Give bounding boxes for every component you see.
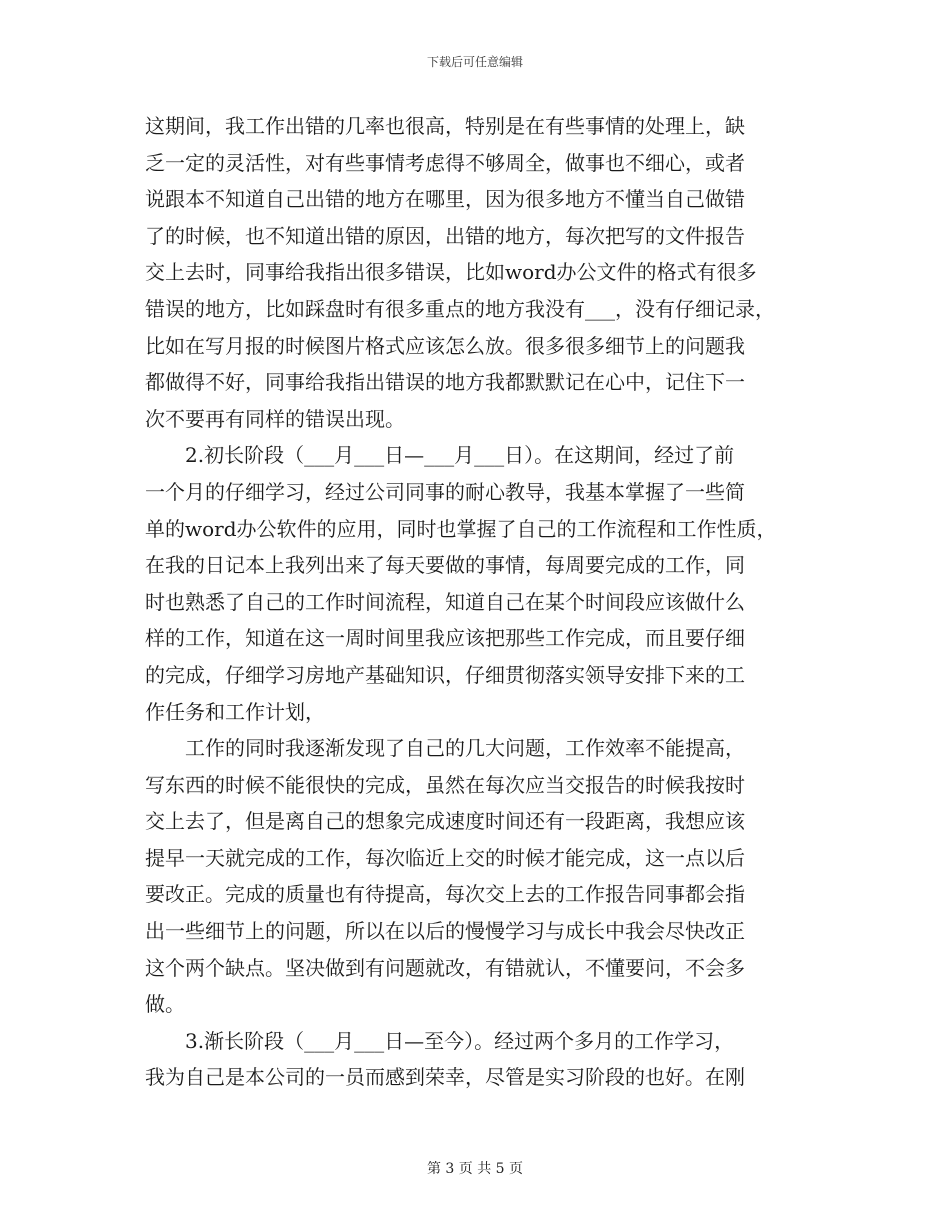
text-line: 说跟本不知道自己出错的地方在哪里，因为很多地方不懂当自己做错	[145, 187, 745, 212]
text-line: 比如在写月报的时候图片格式应该怎么放。很多很多细节上的问题我	[145, 333, 745, 358]
text-line: 了的时候，也不知道出错的原因，出错的地方，每次把写的文件报告	[145, 223, 745, 248]
text-line: 在我的日记本上我列出来了每天要做的事情，每周要完成的工作，同	[145, 553, 745, 578]
text-line: 的完成，仔细学习房地产基础知识，仔细贯彻落实领导安排下来的工	[145, 662, 745, 687]
text-line: 我为自己是本公司的一员而感到荣幸，尽管是实习阶段的也好。在刚	[145, 1065, 745, 1090]
paragraph-start-line: 工作的同时我逐渐发现了自己的几大问题，工作效率不能提高，	[185, 736, 745, 761]
text-line: 要改正。完成的质量也有待提高，每次交上去的工作报告同事都会指	[145, 882, 745, 907]
text-line: 出一些细节上的问题，所以在以后的慢慢学习与成长中我会尽快改正	[145, 919, 745, 944]
text-line: 时也熟悉了自己的工作时间流程，知道自己在某个时间段应该做什么	[145, 589, 745, 614]
text-line: 交上去了，但是离自己的想象完成速度时间还有一段距离，我想应该	[145, 809, 745, 834]
text-line: 都做得不好，同事给我指出错误的地方我都默默记在心中，记住下一	[145, 370, 745, 395]
text-line: 样的工作，知道在这一周时间里我应该把那些工作完成，而且要仔细	[145, 626, 745, 651]
text-line: 一个月的仔细学习，经过公司同事的耐心教导，我基本掌握了一些简	[145, 479, 745, 504]
text-line: 次不要再有同样的错误出现。	[145, 406, 405, 431]
text-line: 错误的地方，比如踩盘时有很多重点的地方我没有___，没有仔细记录，	[145, 296, 775, 321]
section-heading-line: 3.渐长阶段（___月___日—至今）。经过两个多月的工作学习，	[185, 1028, 735, 1053]
document-body	[145, 108, 805, 1096]
text-line: 做。	[145, 992, 185, 1017]
text-line: 作任务和工作计划，	[145, 699, 325, 724]
text-line: 写东西的时候不能很快的完成，虽然在每次应当交报告的时候我按时	[145, 772, 745, 797]
text-line: 这期间，我工作出错的几率也很高，特别是在有些事情的处理上，缺	[145, 114, 745, 138]
text-line: 提早一天就完成的工作，每次临近上交的时候才能完成，这一点以后	[145, 845, 745, 870]
page-header: 下载后可任意编辑	[426, 55, 523, 69]
text-line: 乏一定的灵活性，对有些事情考虑得不够周全，做事也不细心，或者	[145, 150, 745, 175]
text-line: 交上去时，同事给我指出很多错误，比如word办公文件的格式有很多	[145, 260, 757, 285]
text-line: 单的word办公软件的应用，同时也掌握了自己的工作流程和工作性质，	[145, 516, 777, 541]
text-line: 这个两个缺点。坚决做到有问题就改，有错就认，不懂要问，不会多	[145, 955, 745, 980]
page-footer: 第 3 页 共 5 页	[426, 1161, 524, 1177]
section-heading-line: 2.初长阶段（___月___日—___月___日）。在这期间，经过了前	[185, 443, 735, 468]
